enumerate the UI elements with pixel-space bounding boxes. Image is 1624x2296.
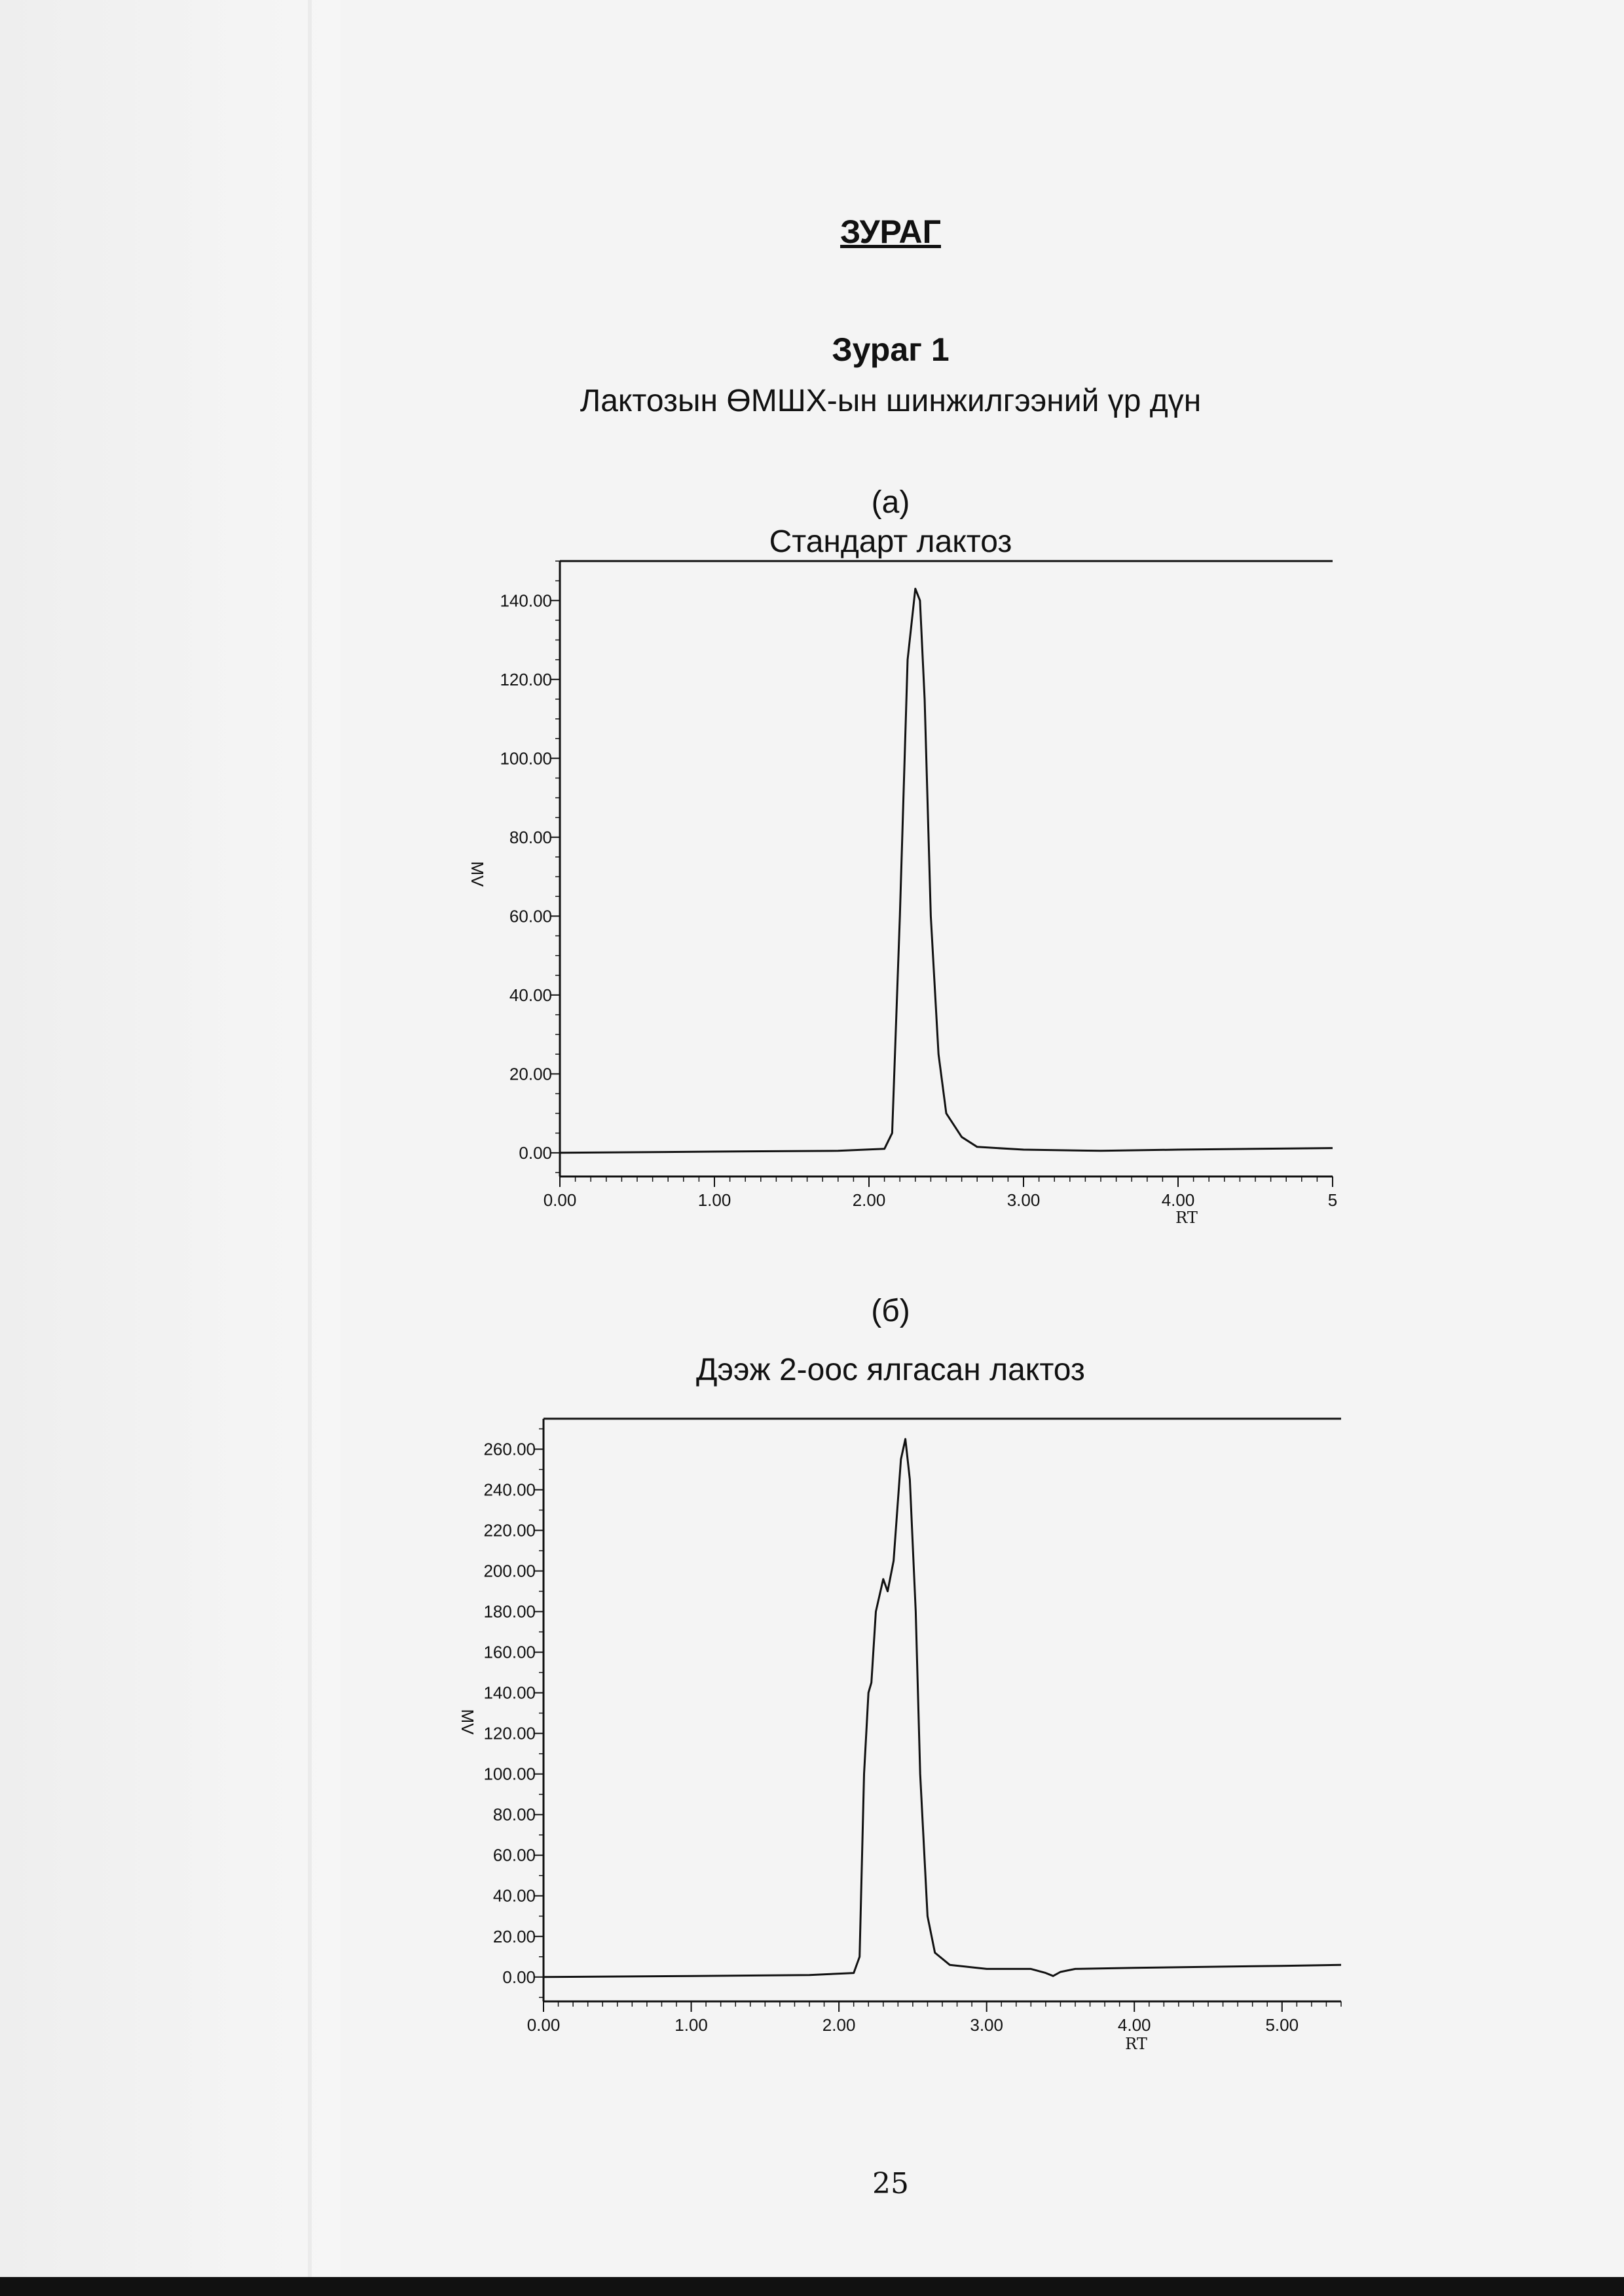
x-tick-label: 4.00 [1117, 2015, 1151, 2035]
x-tick-label: 5 [1327, 1190, 1338, 1210]
y-tick-label: 120.00 [500, 669, 552, 689]
y-axis-label: MV [468, 861, 487, 887]
y-tick-label: 60.00 [509, 906, 552, 926]
y-tick-label: 0.00 [502, 1967, 536, 1987]
scan-bottom-edge [0, 2277, 1624, 2296]
y-axis-label: MV [458, 1709, 477, 1735]
y-tick-label: 20.00 [509, 1064, 552, 1084]
page-number: 25 [872, 2167, 909, 2200]
y-tick-label: 260.00 [483, 1439, 536, 1459]
y-tick-label: 140.00 [500, 591, 552, 611]
panel-b-title: Дээж 2-оос ялгасан лактоз [696, 1353, 1085, 1387]
y-tick-label: 240.00 [483, 1480, 536, 1500]
x-tick-label: 3.00 [970, 2015, 1003, 2035]
y-tick-label: 120.00 [483, 1723, 536, 1743]
x-tick-label: 1.00 [674, 2015, 708, 2035]
x-tick-label: 3.00 [1006, 1190, 1041, 1210]
y-tick-label: 220.00 [483, 1520, 536, 1540]
y-tick-label: 40.00 [492, 1886, 536, 1906]
y-tick-label: 140.00 [483, 1683, 536, 1703]
y-tick-label: 100.00 [483, 1764, 536, 1784]
panel-a-title: Стандарт лактоз [769, 524, 1012, 559]
x-tick-label: 1.00 [697, 1190, 731, 1210]
y-tick-label: 40.00 [509, 985, 552, 1005]
x-tick-label: 0.00 [526, 2015, 561, 2035]
section-title: ЗУРАГ [840, 213, 941, 250]
y-tick-label: 160.00 [483, 1642, 536, 1662]
figure-caption: Лактозын ӨМШХ-ын шинжилгээний үр дүн [580, 384, 1202, 418]
panel-b-letter: (б) [871, 1294, 910, 1328]
y-tick-label: 60.00 [492, 1845, 536, 1865]
figure-title: Зураг 1 [832, 331, 950, 368]
chromatogram-series-line [544, 1439, 1341, 1977]
y-tick-label: 0.00 [519, 1142, 552, 1163]
y-tick-label: 200.00 [483, 1561, 536, 1581]
y-tick-label: 180.00 [483, 1601, 536, 1622]
x-axis-label: RT [1175, 1209, 1198, 1227]
x-tick-label: 5.00 [1265, 2015, 1299, 2035]
panel-a-letter: (а) [871, 485, 910, 520]
y-tick-label: 100.00 [500, 748, 552, 769]
x-tick-label: 2.00 [822, 2015, 856, 2035]
x-tick-label: 0.00 [543, 1190, 577, 1210]
y-tick-label: 80.00 [509, 827, 552, 847]
x-tick-label: 2.00 [852, 1190, 886, 1210]
y-tick-label: 20.00 [492, 1926, 536, 1946]
y-tick-label: 80.00 [492, 1804, 536, 1825]
x-axis-label: RT [1125, 2035, 1147, 2053]
x-tick-label: 4.00 [1161, 1190, 1195, 1210]
